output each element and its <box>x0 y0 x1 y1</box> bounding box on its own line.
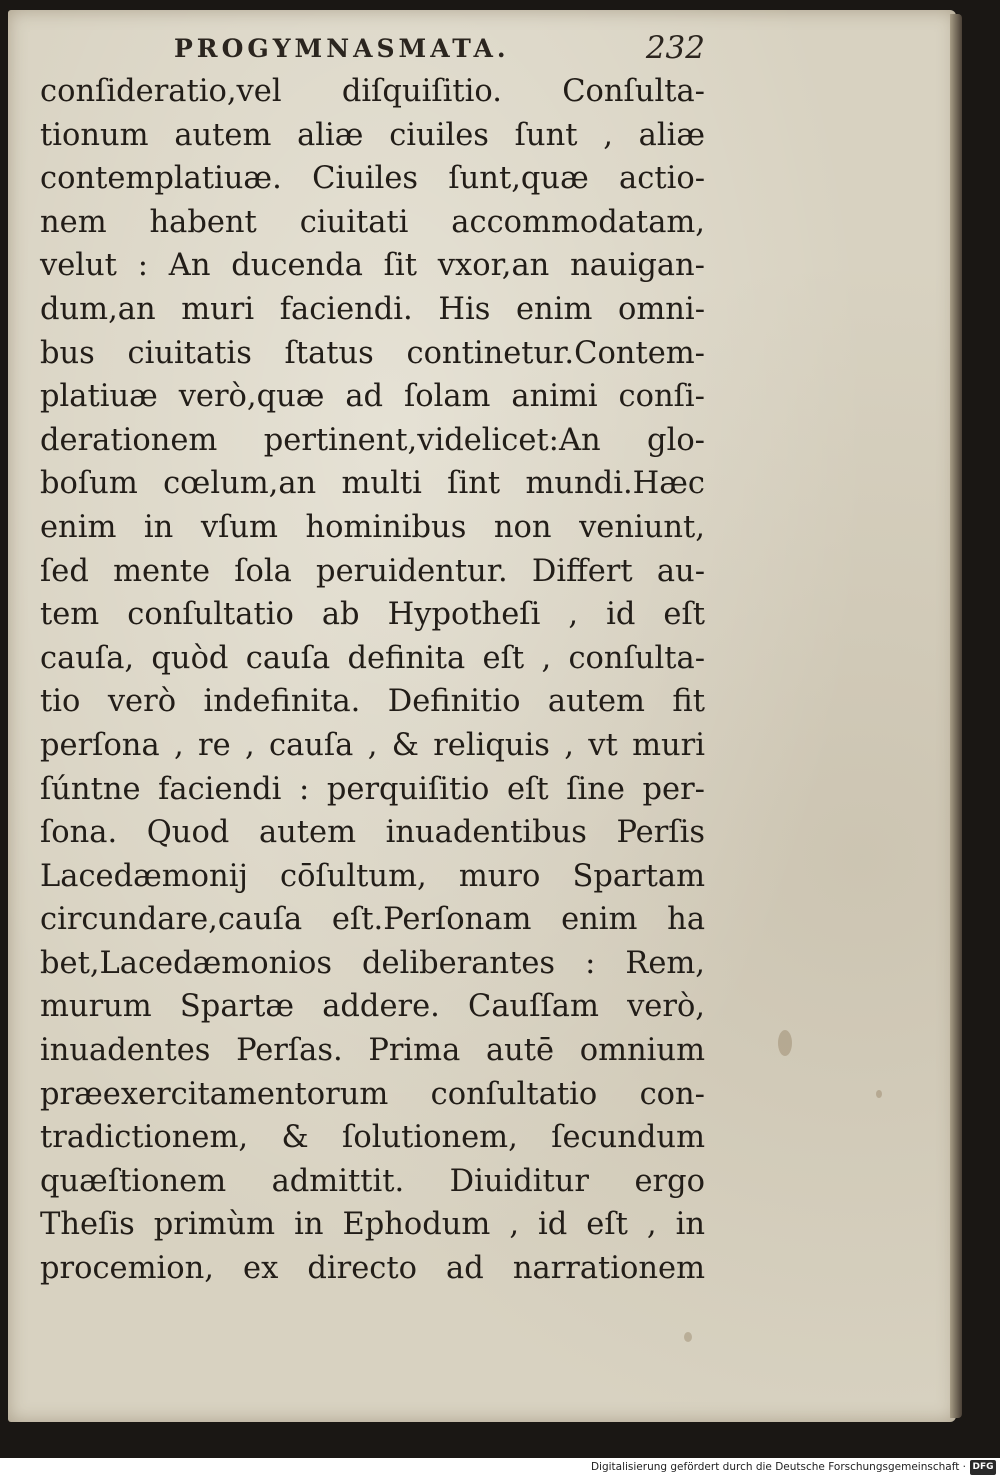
text-line: boſum cœlum,an multi ſint mundi.Hæc <box>40 466 705 502</box>
running-head: PROGYMNASMATA. <box>174 34 510 63</box>
stain-mark <box>684 1332 692 1342</box>
text-line: procemion, ex directo ad narrationem <box>40 1251 705 1287</box>
page-edge <box>950 14 962 1418</box>
digitization-footer <box>0 1458 1000 1479</box>
text-line: bus ciuitatis ſtatus continetur.Contem- <box>40 335 705 371</box>
text-line: contemplatiuæ. Ciuiles ſunt,quæ actio- <box>40 161 705 197</box>
funding-credit: Digitalisierung gefördert durch die Deutsche Forschungsgemeinschaft · <box>590 1461 966 1473</box>
text-line: quæſtionem admittit. Diuiditur ergo <box>40 1163 705 1199</box>
page-number: 232 <box>645 30 705 66</box>
text-line: inuadentes Perſas. Prima autē omnium <box>40 1033 705 1069</box>
text-line: dum,an muri faciendi. His enim omni- <box>40 291 705 327</box>
page-header <box>40 30 705 70</box>
text-line: circundare,cauſa eſt.Perſonam enim ha <box>40 902 705 938</box>
stain-mark <box>876 1090 882 1098</box>
text-line: derationem pertinent,videlicet:An glo- <box>40 422 705 458</box>
text-line: platiuæ verò,quæ ad ſolam animi conſi- <box>40 379 705 415</box>
text-line: Theſis primùm in Ephodum , id eſt , in <box>40 1207 705 1243</box>
text-line: perſona , re , cauſa , & reliquis , vt muri <box>40 727 705 763</box>
text-line: ſona. Quod autem inuadentibus Perſis <box>40 815 705 851</box>
text-line: enim in vſum hominibus non veniunt, <box>40 509 705 545</box>
text-line: præexercitamentorum conſultatio con- <box>40 1076 705 1112</box>
stain-mark <box>778 1030 792 1056</box>
text-line: tio verò indefinita. Definitio autem fit <box>40 684 705 720</box>
text-line: tradictionem, & ſolutionem, ſecundum <box>40 1120 705 1156</box>
text-line: ſúntne faciendi : perquiſitio eſt ſine per- <box>40 771 705 807</box>
body-text <box>40 70 705 1291</box>
text-line: nem habent ciuitati accommodatam, <box>40 204 705 240</box>
dfg-logo: DFG <box>970 1460 996 1475</box>
text-line: tem conſultatio ab Hypotheſi , id eſt <box>40 597 705 633</box>
text-line: bet,Lacedæmonios deliberantes : Rem, <box>40 945 705 981</box>
text-line: Lacedæmonij cōſultum, muro Spartam <box>40 858 705 894</box>
text-line: ſed mente ſola peruidentur. Differt au- <box>40 553 705 589</box>
text-line: conſideratio,vel diſquiſitio. Conſulta- <box>40 74 705 109</box>
text-line: murum Spartæ addere. Cauſſam verò, <box>40 989 705 1025</box>
text-line: velut : An ducenda ſit vxor,an nauigan- <box>40 248 705 284</box>
text-line: cauſa, quòd cauſa definita eſt , conſulta- <box>40 640 705 676</box>
text-line: tionum autem aliæ ciuiles ſunt , aliæ <box>40 117 705 153</box>
